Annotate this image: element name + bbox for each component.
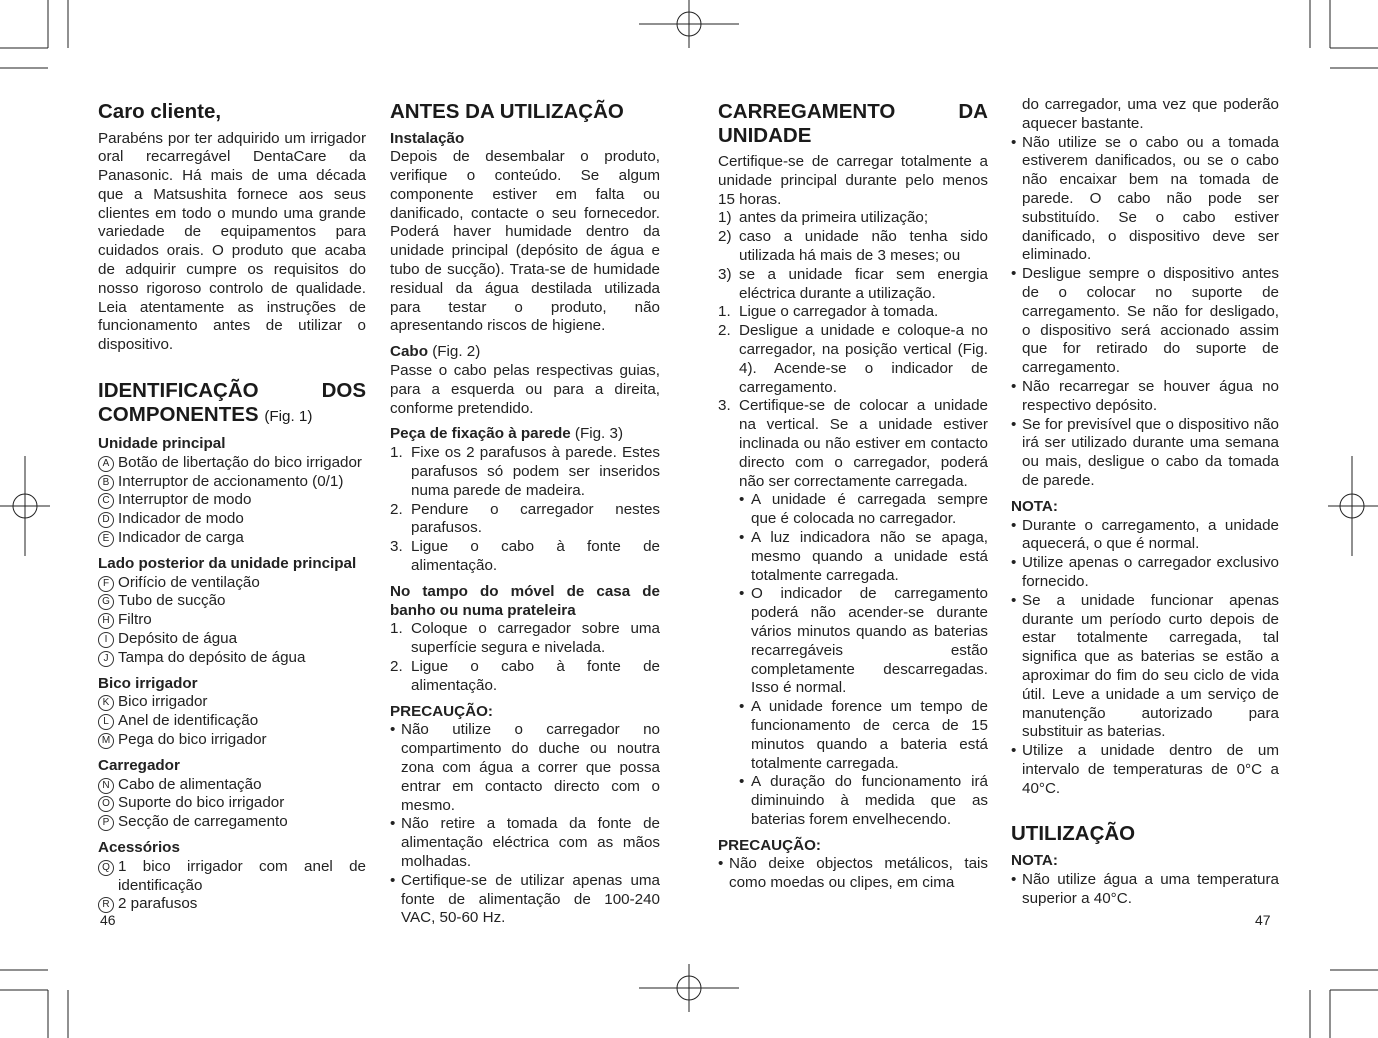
list-item (1011, 416, 1279, 491)
components-title (98, 379, 366, 428)
component-letter-icon: L (98, 714, 114, 730)
step-text: Coloque o carregador sobre uma superfície segura e nivelada. (411, 620, 660, 657)
intro-text: Parabéns por ter adquirido um irrigador oral recarregável DentaCare da Panasonic. Há mais de uma década que a Matsushita fornece aos seus clientes em todo o mundo uma grande variedade de equipamentos para cuidados orais. O produto que acaba de adquirir cumpre os requisitos do nosso rigoroso controlo de qualidade. Leia atentamente as instruções de funcionamento antes de utilizar o dispositivo. (98, 129, 366, 354)
precaution-list (390, 721, 660, 928)
item-text: Não retire a tomada da fonte de alimentação eléctrica com as mãos molhadas. (401, 815, 660, 870)
list-item (718, 491, 988, 529)
step-number: 2. (718, 322, 731, 340)
bullet-icon: • (739, 585, 745, 603)
list-item (1011, 742, 1279, 798)
charging-intro: Certifique-se de carregar totalmente a unidade principal durante pelo menos 15 horas. (718, 153, 988, 208)
bullet-icon: • (739, 773, 745, 791)
component-label: Interruptor de modo (118, 491, 252, 509)
wall-mount-label: Peça de fixação à parede (390, 425, 571, 443)
greeting-title: Caro cliente, (98, 100, 222, 123)
step-number: 1. (718, 303, 731, 321)
component-letter-icon: O (98, 796, 114, 812)
page-number-right: 47 (1255, 912, 1271, 928)
list-item (718, 529, 988, 585)
wall-mount-steps (390, 444, 660, 576)
component-letter-icon: C (98, 493, 114, 509)
column-2 (390, 96, 660, 928)
page-number-left: 46 (100, 912, 116, 928)
bullet-icon: • (1011, 133, 1017, 151)
list-item (98, 491, 366, 510)
component-label: Tubo de sucção (118, 592, 226, 610)
usage-title: UTILIZAÇÃO (1011, 822, 1136, 846)
list-item (718, 228, 988, 266)
list-item (718, 303, 988, 322)
bullet-icon: • (1011, 742, 1017, 760)
precaution-title-2: PRECAUÇÃO: (718, 836, 821, 854)
group-title: Bico irrigador (98, 674, 198, 692)
group-title: Unidade principal (98, 435, 226, 453)
item-text: Desligue sempre o dispositivo antes de o colocar no suporte de carregamento. Se não for desligado, o dispositivo será accionado assim que for retirado do suporte de carregamento. (1022, 265, 1279, 377)
list-item (98, 858, 366, 896)
list-item (98, 776, 366, 795)
installation-title: Instalação (390, 129, 465, 147)
component-label: Bico irrigador (118, 693, 208, 711)
step-text: caso a unidade não tenha sido utilizada há mais de 3 meses; ou (739, 228, 988, 264)
item-text: A duração do funcionamento irá diminuindo à medida que as baterias forem envelhecendo. (751, 773, 988, 828)
precaution-continued: do carregador, uma vez que poderão aquecer bastante. (1022, 96, 1279, 132)
list-item (98, 473, 366, 492)
list-item (98, 510, 366, 529)
precaution-list-continued (1011, 134, 1279, 491)
wall-mount-title (390, 425, 660, 444)
charging-steps (718, 303, 988, 491)
before-use-title: ANTES DA UTILIZAÇÃO (390, 100, 624, 123)
step-number: 1) (718, 209, 732, 227)
list-item (98, 611, 366, 630)
bullet-icon: • (390, 815, 396, 833)
precaution-title: PRECAUÇÃO: (390, 702, 493, 720)
item-text: O indicador de carregamento poderá não acender-se durante vários minutos quando as baterias recarregáveis estão completamente descarregadas. Isso é normal. (751, 585, 988, 697)
list-item (718, 266, 988, 304)
cable-text: Passe o cabo pelas respectivas guias, para a esquerda ou para a direita, conforme pretendido. (390, 362, 660, 417)
component-label: Secção de carregamento (118, 813, 288, 831)
component-list (98, 574, 366, 668)
list-item (98, 592, 366, 611)
group-title: Lado posterior da unidade principal (98, 554, 357, 572)
list-item (718, 698, 988, 773)
bullet-icon: • (1011, 554, 1017, 572)
list-item (390, 620, 660, 658)
component-label: Pega do bico irrigador (118, 731, 267, 749)
item-text: Durante o carregamento, a unidade aquecerá, o que é normal. (1022, 516, 1279, 553)
column-1 (98, 96, 366, 914)
cable-title (390, 343, 660, 362)
item-text: Utilize a unidade dentro de um intervalo de temperaturas de 0°C a 40°C. (1022, 742, 1279, 797)
item-text: Se a unidade funcionar apenas durante um período curto depois de estar totalmente carregada, tal significa que as baterias se estão a aproximar do fim do seu ciclo de vida útil. Leve a unidade a um serviço de manutenção autorizado para substituir as baterias. (1022, 591, 1279, 741)
component-label: Anel de identificação (118, 712, 259, 730)
list-item (98, 630, 366, 649)
bullet-icon: • (739, 528, 745, 546)
list-item (98, 693, 366, 712)
component-letter-icon: K (98, 695, 114, 711)
step-text: Certifique-se de colocar a unidade na vertical. Se a unidade estiver inclinada ou não estiver em contacto directo com o carregador, poderá não ser correctamente carregada. (739, 397, 988, 490)
bullet-icon: • (1011, 870, 1017, 888)
component-letter-icon: Q (98, 860, 114, 876)
component-letter-icon: J (98, 651, 114, 667)
component-label: Tampa do depósito de água (118, 648, 306, 666)
item-text: Utilize apenas o carregador exclusivo fornecido. (1022, 554, 1279, 590)
component-label: Suporte do bico irrigador (118, 794, 285, 812)
list-item (390, 444, 660, 500)
step-number: 3. (390, 538, 403, 556)
step-number: 2. (390, 500, 403, 518)
cable-fig-ref: (Fig. 2) (432, 343, 481, 361)
step-text: antes da primeira utilização; (739, 209, 929, 227)
step-text: se a unidade ficar sem energia eléctrica durante a utilização. (739, 265, 988, 302)
wall-mount-fig-ref: (Fig. 3) (574, 425, 624, 443)
component-label: Filtro (118, 611, 152, 629)
components-fig-ref: (Fig. 1) (264, 407, 313, 425)
step-number: 3) (718, 265, 732, 283)
component-letter-icon: G (98, 594, 114, 610)
list-item (98, 712, 366, 731)
component-list (98, 776, 366, 832)
step-text: Pendure o carregador nestes parafusos. (411, 500, 660, 537)
component-letter-icon: F (98, 576, 114, 592)
charging-title: CARREGAMENTO DA UNIDADE (718, 100, 988, 147)
usage-note-list (1011, 871, 1279, 909)
step-text: Ligue o cabo à fonte de alimentação. (411, 658, 660, 694)
group-title: Carregador (98, 756, 180, 774)
cable-label: Cabo (390, 343, 428, 361)
item-text: Não utilize o carregador no compartimento do duche ou noutra zona com água a correr que possa entrar em contacto directo com o mesmo. (401, 721, 660, 814)
list-item (98, 454, 366, 473)
list-item (1011, 134, 1279, 266)
list-item (718, 209, 988, 228)
item-text: Não utilize água a uma temperatura superior a 40°C. (1022, 870, 1279, 907)
list-item (390, 658, 660, 696)
component-list (98, 693, 366, 749)
item-text: Se for previsível que o dispositivo não irá ser utilizado durante uma semana ou mais, desligue o cabo da tomada de parede. (1022, 415, 1279, 489)
list-item (98, 794, 366, 813)
list-item (1011, 378, 1279, 416)
component-label: Depósito de água (118, 630, 238, 648)
step-text: Desligue a unidade e coloque-a no carregador, na posição vertical (Fig. 4). Acende-se o indicador de carregamento. (739, 322, 988, 396)
list-item (390, 721, 660, 815)
list-item (718, 397, 988, 491)
charging-conditions (718, 209, 988, 303)
bullet-icon: • (390, 871, 396, 889)
component-list (98, 454, 366, 548)
counter-steps (390, 620, 660, 695)
components-title-text: IDENTIFICAÇÃO DOS COMPONENTES (98, 379, 366, 426)
list-item (98, 649, 366, 668)
list-item (1011, 871, 1279, 909)
component-letter-icon: B (98, 475, 114, 491)
step-number: 2. (390, 658, 403, 676)
component-label: 1 bico irrigador com anel de identificação (118, 857, 366, 894)
component-letter-icon: M (98, 733, 114, 749)
list-item (390, 872, 660, 928)
component-label: Cabo de alimentação (118, 775, 262, 793)
list-item (98, 813, 366, 832)
counter-title: No tampo do móvel de casa de banho ou numa prateleira (390, 582, 660, 619)
component-label: Botão de libertação do bico irrigador (118, 453, 362, 471)
component-letter-icon: R (98, 897, 114, 913)
list-item (98, 731, 366, 750)
list-item (98, 574, 366, 593)
component-groups (98, 435, 366, 914)
component-label: Orifício de ventilação (118, 573, 260, 591)
bullet-icon: • (1011, 265, 1017, 283)
charging-notes (718, 491, 988, 829)
list-item (390, 815, 660, 871)
step-number: 2) (718, 228, 732, 246)
step-number: 1. (390, 444, 403, 462)
list-item (98, 895, 366, 914)
component-label: Indicador de modo (118, 510, 244, 528)
component-letter-icon: E (98, 531, 114, 547)
column-3 (718, 96, 988, 893)
component-list (98, 858, 366, 914)
list-item (718, 322, 988, 397)
step-number: 3. (718, 397, 731, 415)
list-item (1011, 517, 1279, 555)
note-title: NOTA: (1011, 497, 1058, 515)
component-letter-icon: N (98, 778, 114, 794)
step-text: Ligue o carregador à tomada. (739, 303, 939, 321)
step-text: Ligue o cabo à fonte de alimentação. (411, 538, 660, 575)
list-item (1011, 554, 1279, 592)
note-list (1011, 517, 1279, 799)
usage-note-title: NOTA: (1011, 851, 1058, 869)
list-item (1011, 592, 1279, 742)
item-text: A luz indicadora não se apaga, mesmo quando a unidade está totalmente carregada. (751, 528, 988, 584)
bullet-icon: • (1011, 415, 1017, 433)
list-item (718, 585, 988, 698)
component-label: Interruptor de accionamento (0/1) (118, 472, 344, 490)
item-text: Não utilize se o cabo ou a tomada estiverem danificados, ou se o cabo não encaixar bem na tomada de parede. O cabo não pode ser substituído. Se o cabo estiver danificado, o dispositivo deve ser eliminado. (1022, 133, 1279, 264)
installation-text: Depois de desembalar o produto, verifique o conteúdo. Se algum componente estiver em falta ou danificado, contacte o seu fornecedor. Poderá haver humidade dentro da unidade principal (depósito de água e tubo de sucção). Trata-se de humidade residual da água destilada utilizada para testar o produto, não apresentando riscos de higiene. (390, 148, 660, 335)
precaution-list-2 (718, 855, 988, 893)
bullet-icon: • (1011, 516, 1017, 534)
component-letter-icon: H (98, 613, 114, 629)
list-item (390, 538, 660, 576)
bullet-icon: • (1011, 377, 1017, 395)
component-letter-icon: I (98, 632, 114, 648)
list-item (1011, 265, 1279, 378)
component-label: 2 parafusos (118, 895, 198, 913)
item-text: Não recarregar se houver água no respectivo depósito. (1022, 377, 1279, 414)
list-item (390, 501, 660, 539)
bullet-icon: • (1011, 591, 1017, 609)
component-letter-icon: P (98, 815, 114, 831)
list-item (98, 529, 366, 548)
group-title: Acessórios (98, 839, 180, 856)
component-letter-icon: D (98, 512, 114, 528)
item-text: Certifique-se de utilizar apenas uma fonte de alimentação de 100-240 VAC, 50-60 Hz. (401, 871, 660, 927)
bullet-icon: • (390, 721, 396, 739)
item-text: A unidade é carregada sempre que é colocada no carregador. (751, 491, 988, 528)
component-letter-icon: A (98, 456, 114, 472)
list-item: • Não deixe objectos metálicos, tais como moedas ou clipes, em cima (718, 855, 988, 892)
list-item (718, 773, 988, 829)
step-number: 1. (390, 620, 403, 638)
column-4 (1011, 96, 1279, 908)
bullet-icon: • (739, 698, 745, 716)
component-label: Indicador de carga (118, 529, 244, 547)
step-text: Fixe os 2 parafusos à parede. Estes parafusos só podem ser inseridos numa parede de madeira. (411, 444, 660, 499)
bullet-icon: • (739, 491, 745, 509)
item-text: A unidade forence um tempo de funcionamento de cerca de 15 minutos quando a bateria está totalmente carregada. (751, 698, 988, 772)
